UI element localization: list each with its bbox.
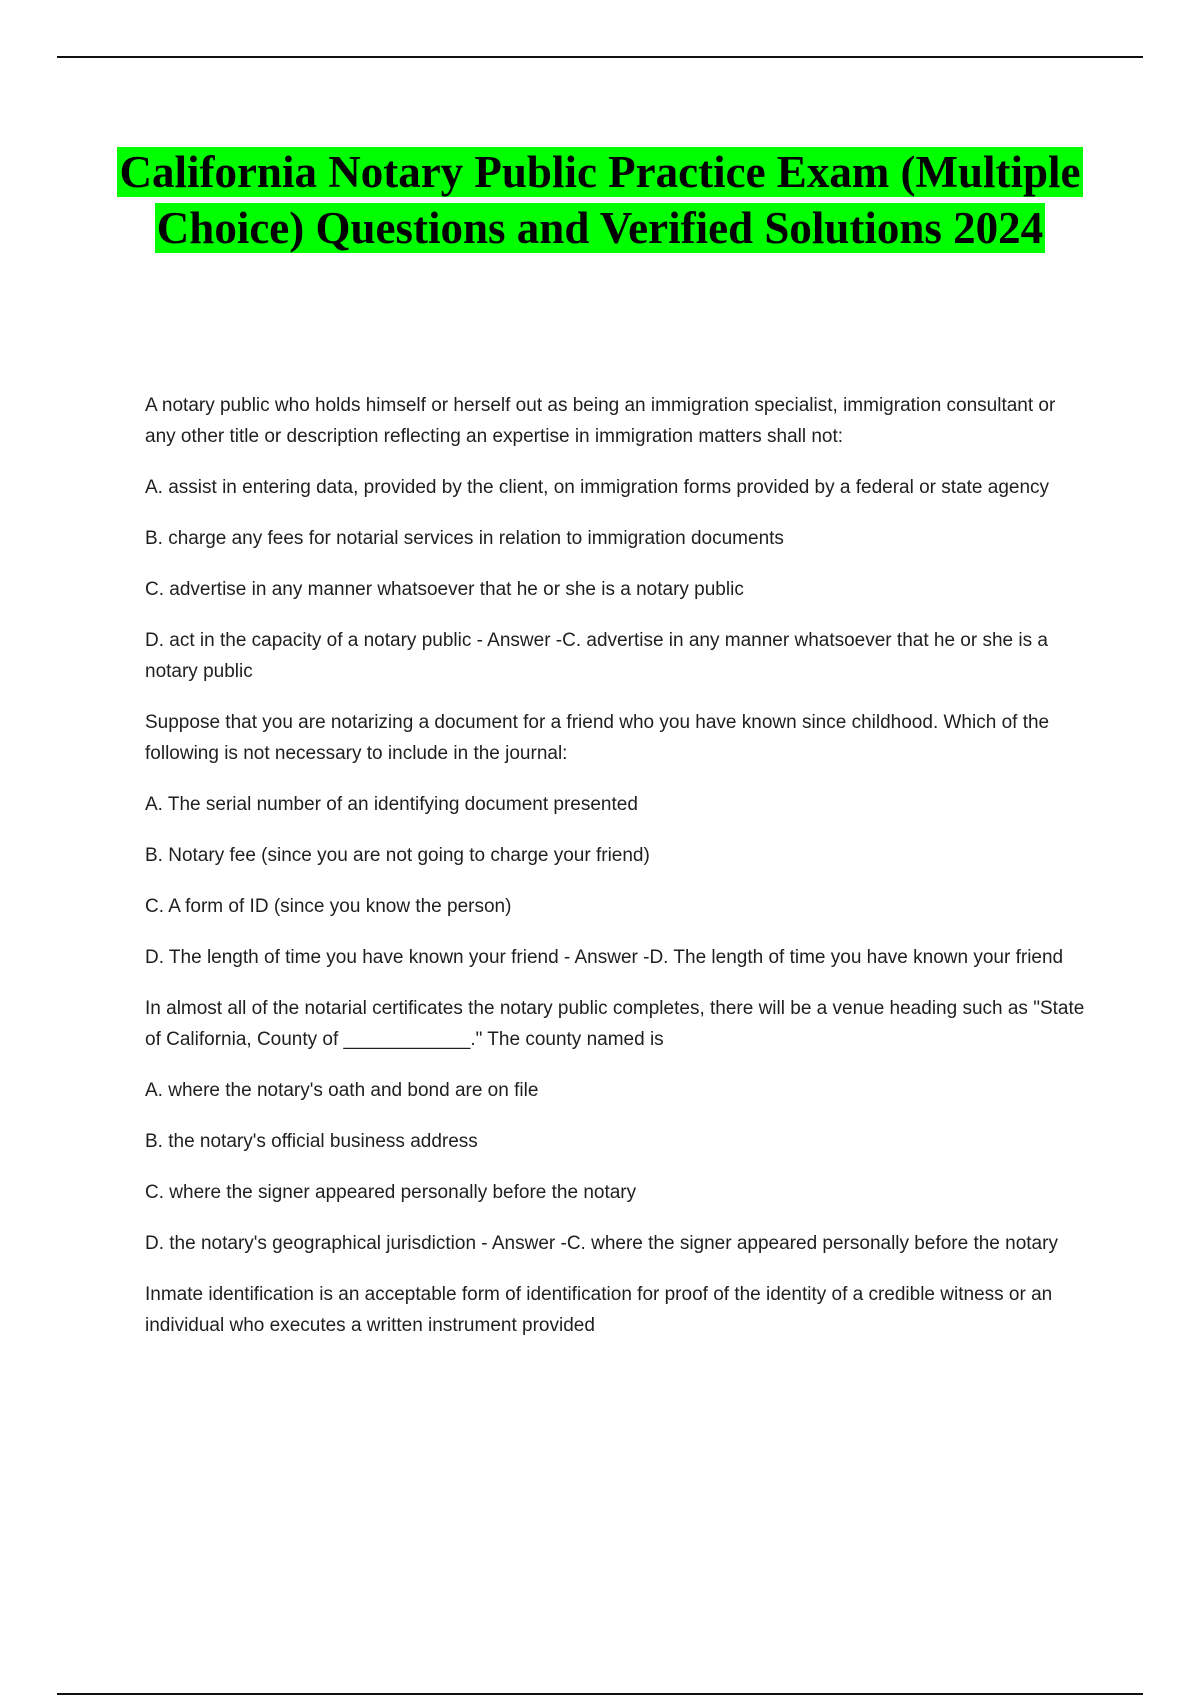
question-3-stem: In almost all of the notarial certificates the notary public completes, there will be a venue heading such as "State of California, County of ____________." The county named is (145, 998, 1085, 1050)
question-2-option-d-answer: D. The length of time you have known your friend - Answer -D. The length of time you have known your friend (145, 947, 1064, 968)
question-1-option-b: B. charge any fees for notarial services in relation to immigration documents (145, 528, 784, 549)
document-body (145, 390, 1090, 1361)
question-2-option-b: B. Notary fee (since you are not going to charge your friend) (145, 845, 650, 866)
question-3-option-c: C. where the signer appeared personally before the notary (145, 1182, 637, 1203)
question-2-stem: Suppose that you are notarizing a document for a friend who you have known since childhood. Which of the following is not necessary to include in the journal: (145, 712, 1050, 764)
top-divider (57, 56, 1143, 58)
question-2-option-a: A. The serial number of an identifying document presented (145, 794, 638, 815)
bottom-divider (57, 1693, 1143, 1695)
question-1-option-c: C. advertise in any manner whatsoever that he or she is a notary public (145, 579, 744, 600)
page-title (100, 144, 1100, 256)
question-3-option-a: A. where the notary's oath and bond are on file (145, 1080, 539, 1101)
question-1-stem: A notary public who holds himself or herself out as being an immigration specialist, immigration consultant or any other title or description reflecting an expertise in immigration matters shall not: (145, 395, 1056, 447)
question-4-stem: Inmate identification is an acceptable form of identification for proof of the identity of a credible witness or an individual who executes a written instrument provided (145, 1284, 1053, 1336)
question-3-option-d-answer: D. the notary's geographical jurisdiction - Answer -C. where the signer appeared personally before the notary (145, 1233, 1058, 1254)
page-title-text: California Notary Public Practice Exam (Multiple Choice) Questions and Verified Solutions 2024 (119, 147, 1081, 253)
question-1-option-a: A. assist in entering data, provided by the client, on immigration forms provided by a federal or state agency (145, 477, 1050, 498)
question-3-option-b: B. the notary's official business address (145, 1131, 478, 1152)
question-2-option-c: C. A form of ID (since you know the person) (145, 896, 512, 917)
question-1-option-d-answer: D. act in the capacity of a notary public - Answer -C. advertise in any manner whatsoever that he or she is a notary public (145, 630, 1048, 682)
